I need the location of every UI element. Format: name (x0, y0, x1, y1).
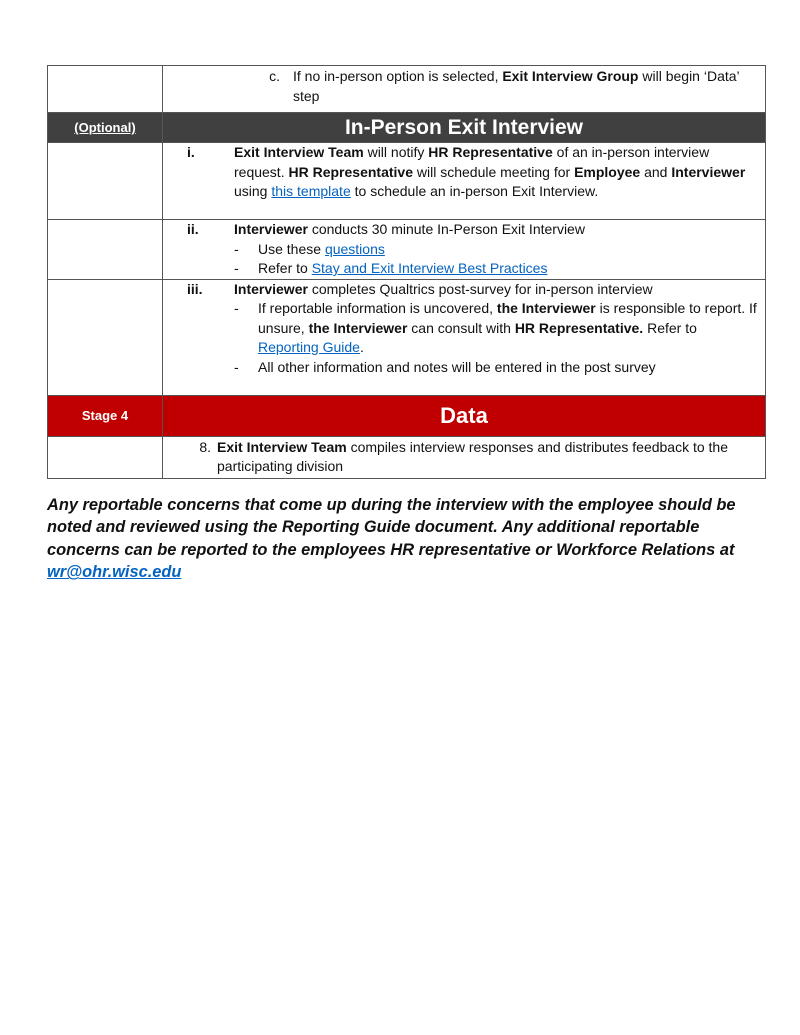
step-i-t6: to schedule an in-person Exit Interview. (350, 183, 599, 199)
row-ii-content-cell (163, 220, 766, 280)
step-iii-t1: completes Qualtrics post-survey for in-person interview (307, 280, 653, 297)
step-i-t1: will notify (363, 144, 429, 160)
step-8-number: 8. (199, 438, 211, 455)
row-ii-left-cell (48, 220, 163, 280)
sub1-b3: HR Representative. (514, 319, 644, 336)
step-ii-text (234, 220, 765, 279)
step-8-text (217, 438, 765, 477)
optional-header-row (48, 113, 766, 143)
row-iii-left-cell (48, 279, 163, 395)
step-iii-number: iii. (187, 280, 203, 297)
sub1-b1: the Interviewer (496, 300, 596, 316)
footer-note-text: Any reportable concerns that come up during the interview with the employee should be noted and reviewed using the Reporting Guide document. Any additional reportable concerns can be reported to the employees HR representative or Workforce Relations at (47, 496, 736, 559)
row-step-8 (48, 436, 766, 478)
workforce-relations-email-link[interactable]: wr@ohr.wisc.edu (47, 563, 182, 582)
row-iii-content-cell (163, 279, 766, 395)
row-i-left-cell (48, 143, 163, 220)
best-practices-link[interactable]: Stay and Exit Interview Best Practices (311, 260, 548, 276)
sub1-t4: Refer to (643, 319, 697, 336)
step-ii-sub-best-practices (234, 259, 757, 279)
step-ii-sub-questions (234, 240, 757, 260)
dash-bullet: - (234, 260, 239, 276)
sub-questions-text: Use these (258, 240, 325, 257)
step-ii-t1: conducts 30 minute In-Person Exit Interview (307, 221, 585, 237)
step-ii-number: ii. (187, 221, 199, 237)
step-c-text (293, 67, 765, 106)
questions-link[interactable]: questions (324, 240, 385, 257)
step-ii-b1: Interviewer (234, 221, 308, 237)
sub1-t5: . (359, 339, 364, 355)
in-person-exit-interview-title: In-Person Exit Interview (163, 113, 766, 143)
step-i-t4: and (640, 163, 672, 180)
step-i-t3: will schedule meeting for (412, 163, 575, 180)
step-c-bold: Exit Interview Group (502, 68, 639, 84)
dash-bullet: - (234, 358, 239, 375)
sub2-text: All other information and notes will be entered in the post survey (258, 358, 656, 375)
step-i-t5: using (234, 183, 272, 199)
step-i-t2: of an in-person interview request. (234, 144, 710, 180)
stage4-label: Stage 4 (48, 395, 163, 436)
step-c-text-start: If no in-person option is selected, (293, 68, 503, 84)
reportable-concerns-note (47, 494, 747, 584)
step-iii-sub-reportable (234, 299, 757, 358)
dash-bullet: - (234, 300, 239, 316)
step-c-text-end: will begin ‘Data’ step (293, 68, 740, 104)
row-c-content-cell (163, 66, 766, 113)
step-i-number: i. (187, 144, 195, 160)
step-c-marker: c. (269, 68, 280, 84)
sub-best-practices-text: Refer to (258, 260, 312, 276)
row-step-ii (48, 220, 766, 280)
row-c-left-cell (48, 66, 163, 113)
optional-label (48, 113, 163, 143)
row-8-left-cell (48, 436, 163, 478)
row-i-content-cell (163, 143, 766, 220)
optional-label-text: (Optional) (74, 120, 136, 135)
step-i-b5: Interviewer (671, 163, 746, 180)
step-8-b1: Exit Interview Team (217, 438, 347, 455)
step-i-b2: HR Representative (428, 144, 553, 160)
step-8-t1: compiles interview responses and distributes feedback to the participating division (217, 438, 729, 474)
row-8-content-cell (163, 436, 766, 478)
step-iii-b1: Interviewer (234, 280, 308, 297)
step-iii-text (234, 280, 765, 378)
sub1-b2: the Interviewer (308, 319, 408, 336)
sub1-t1: If reportable information is uncovered, (258, 300, 497, 316)
exit-interview-process-table (47, 65, 766, 479)
step-i-text (234, 143, 765, 202)
step-i-b3: HR Representative (288, 163, 413, 180)
this-template-link[interactable]: this template (271, 183, 351, 199)
sub1-t2: is responsible to report. If unsure, (258, 300, 757, 336)
row-step-i (48, 143, 766, 220)
data-title: Data (163, 395, 766, 436)
dash-bullet: - (234, 240, 239, 257)
row-step-iii (48, 279, 766, 395)
step-i-b1: Exit Interview Team (234, 144, 364, 160)
stage4-header-row (48, 395, 766, 436)
row-step-c (48, 66, 766, 113)
sub1-t3: can consult with (407, 319, 515, 336)
step-iii-sub-notes (234, 358, 757, 378)
step-i-b4: Employee (574, 163, 641, 180)
reporting-guide-link[interactable]: Reporting Guide (258, 339, 360, 355)
